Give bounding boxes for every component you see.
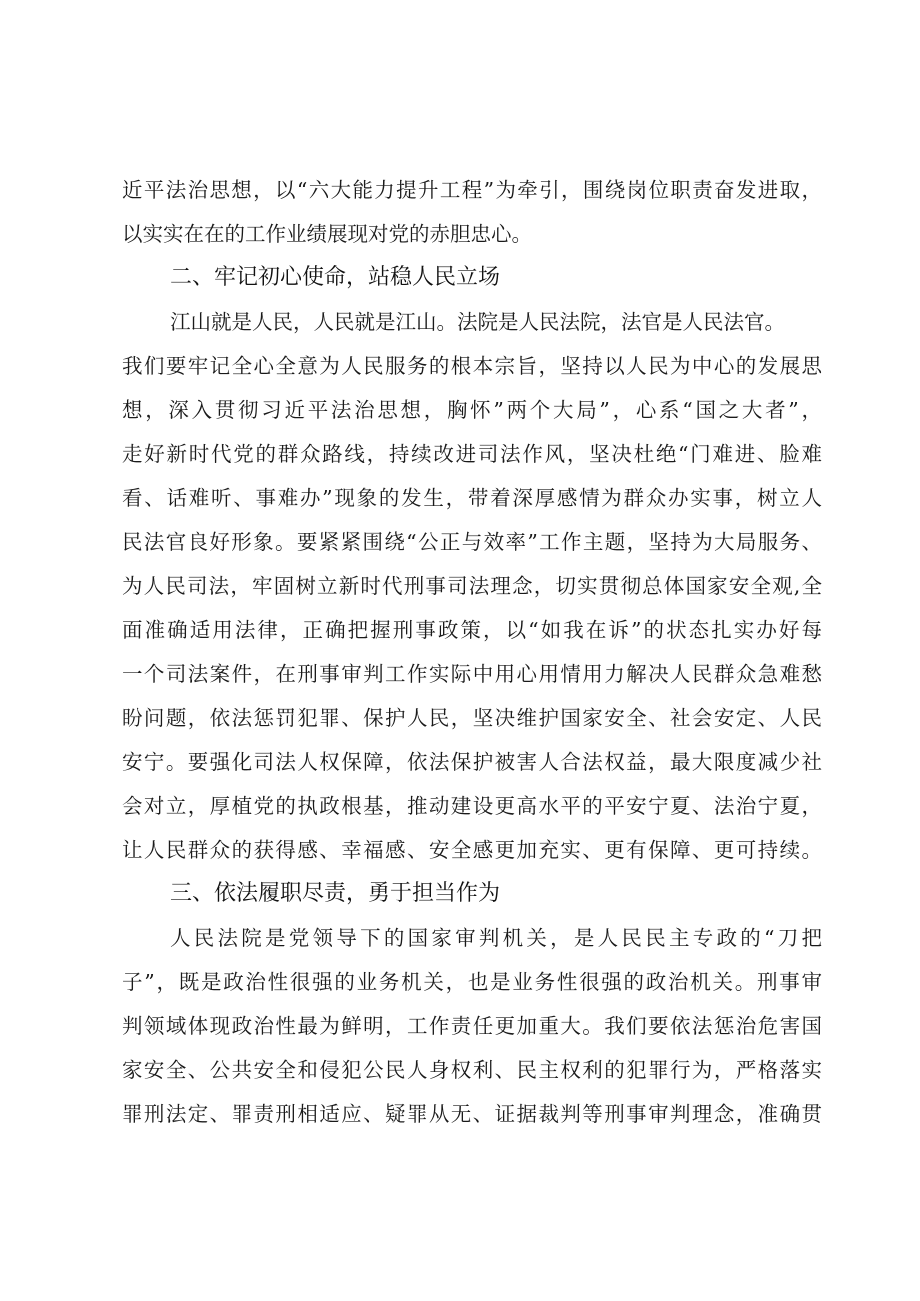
paragraph-line: 会对立，厚植党的执政根基，推动建设更高水平的平安宁夏、法治宁夏， <box>122 794 822 818</box>
paragraph-line: 罪刑法定、罪责刑相适应、疑罪从无、证据裁判等刑事审判理念，准确贯 <box>122 1102 822 1126</box>
paragraph-line: 以实实在在的工作业绩展现对党的赤胆忠心。 <box>122 222 532 246</box>
paragraph-line: 想，深入贯彻习近平法治思想，胸怀”两个大局”，心系“国之大者”， <box>122 398 822 422</box>
paragraph-line: 盼问题，依法惩罚犯罪、保护人民，坚决维护国家安全、社会安定、人民 <box>122 706 822 730</box>
paragraph-line: 人民法院是党领导下的国家审判机关，是人民民主专政的“刀把 <box>170 926 822 950</box>
paragraph-line: 近平法治思想，以“六大能力提升工程”为牵引，围绕岗位职责奋发进取， <box>122 178 822 202</box>
section-heading-3: 三、依法履职尽责，勇于担当作为 <box>170 881 501 906</box>
section-heading-2: 二、牢记初心使命，站稳人民立场 <box>170 265 501 290</box>
paragraph-line: 民法官良好形象。要紧紧围绕“公正与效率”工作主题，坚持为大局服务、 <box>122 530 822 554</box>
paragraph-line: 家安全、公共安全和侵犯公民人身权利、民主权利的犯罪行为，严格落实 <box>122 1058 822 1082</box>
paragraph-line: 安宁。要强化司法人权保障，依法保护被害人合法权益，最大限度减少社 <box>122 750 822 774</box>
paragraph-line: 一个司法案件，在刑事审判工作实际中用心用情用力解决人民群众急难愁 <box>122 662 822 686</box>
paragraph-line: 判领域体现政治性最为鲜明，工作责任更加重大。我们要依法惩治危害国 <box>122 1014 822 1038</box>
paragraph-line: 江山就是人民，人民就是江山。法院是人民法院，法官是人民法官。 <box>170 310 785 334</box>
paragraph-line: 走好新时代党的群众路线，持续改进司法作风，坚决杜绝“门难进、脸难 <box>122 442 822 466</box>
paragraph-line: 子”，既是政治性很强的业务机关，也是业务性很强的政治机关。刑事审 <box>122 970 822 994</box>
paragraph-line: 我们要牢记全心全意为人民服务的根本宗旨，坚持以人民为中心的发展思 <box>122 354 822 378</box>
paragraph-line: 面准确适用法律，正确把握刑事政策，以“如我在诉”的状态扎实办好每 <box>122 618 822 642</box>
paragraph-line: 为人民司法，牢固树立新时代刑事司法理念，切实贯彻总体国家安全观,全 <box>122 574 822 598</box>
paragraph-line: 让人民群众的获得感、幸福感、安全感更加充实、更有保障、更可持续。 <box>122 838 822 862</box>
paragraph-line: 看、话难听、事难办”现象的发生，带着深厚感情为群众办实事，树立人 <box>122 486 822 510</box>
